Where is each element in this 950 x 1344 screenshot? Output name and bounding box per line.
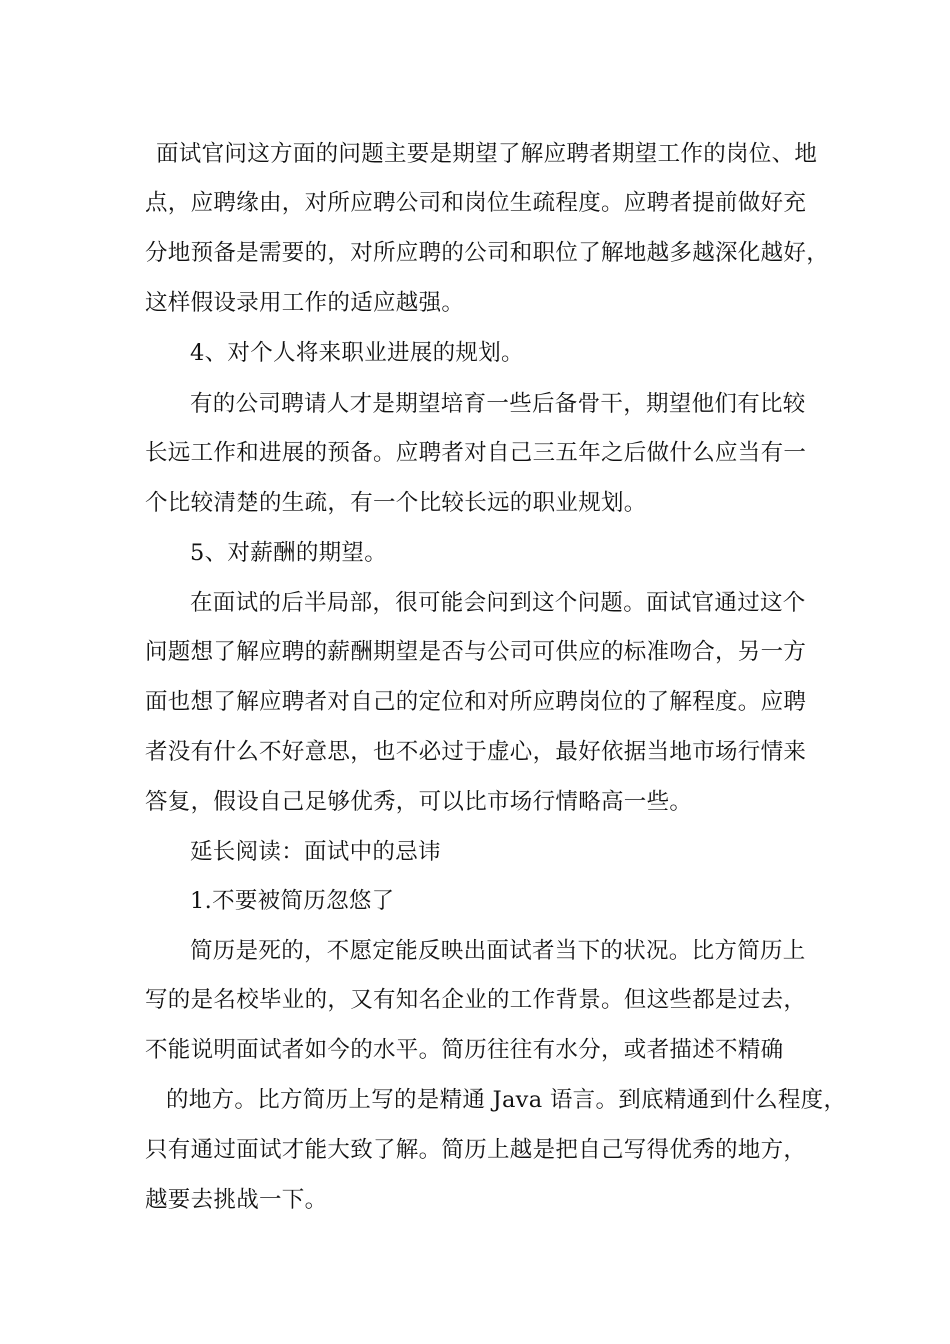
text-line: 写的是名校毕业的，又有知名企业的工作背景。但这些都是过去，: [145, 987, 807, 1013]
text-line: 问题想了解应聘的薪酬期望是否与公司可供应的标准吻合，另一方: [145, 639, 807, 665]
section-heading: 4、对个人将来职业进展的规划。: [190, 340, 524, 366]
text-line: 面也想了解应聘者对自己的定位和对所应聘岗位的了解程度。应聘: [145, 689, 807, 715]
text-line: 答复，假设自己足够优秀，可以比市场行情略高一些。: [145, 789, 693, 815]
text-line: 只有通过面试才能大致了解。简历上越是把自己写得优秀的地方，: [145, 1137, 807, 1163]
text-line: 者没有什么不好意思，也不必过于虚心，最好依据当地市场行情来: [145, 739, 807, 765]
text-line: 简历是死的，不愿定能反映出面试者当下的状况。比方简历上: [190, 938, 806, 964]
text-line: 不能说明面试者如今的水平。简历往往有水分，或者描述不精确: [145, 1037, 784, 1063]
text-line: 在面试的后半局部，很可能会问到这个问题。面试官通过这个: [190, 590, 806, 616]
text-line: 分地预备是需要的，对所应聘的公司和职位了解地越多越深化越好，: [145, 240, 830, 266]
section-heading: 延长阅读：面试中的忌讳: [190, 839, 441, 865]
text-line: 越要去挑战一下。: [145, 1187, 328, 1213]
section-heading: 1.不要被简历忽悠了: [190, 888, 395, 914]
text-line: 面试官问这方面的问题主要是期望了解应聘者期望工作的岗位、地: [156, 141, 818, 167]
text-line: 点，应聘缘由，对所应聘公司和岗位生疏程度。应聘者提前做好充: [145, 190, 807, 216]
text-line: 这样假设录用工作的适应越强。: [145, 290, 465, 316]
section-heading: 5、对薪酬的期望。: [190, 540, 388, 566]
text-line: 个比较清楚的生疏，有一个比较长远的职业规划。: [145, 490, 647, 516]
text-line: 有的公司聘请人才是期望培育一些后备骨干，期望他们有比较: [190, 391, 806, 417]
text-line: 的地方。比方简历上写的是精通 Java 语言。到底精通到什么程度，: [166, 1087, 847, 1113]
text-line: 长远工作和进展的预备。应聘者对自己三五年之后做什么应当有一: [145, 440, 807, 466]
